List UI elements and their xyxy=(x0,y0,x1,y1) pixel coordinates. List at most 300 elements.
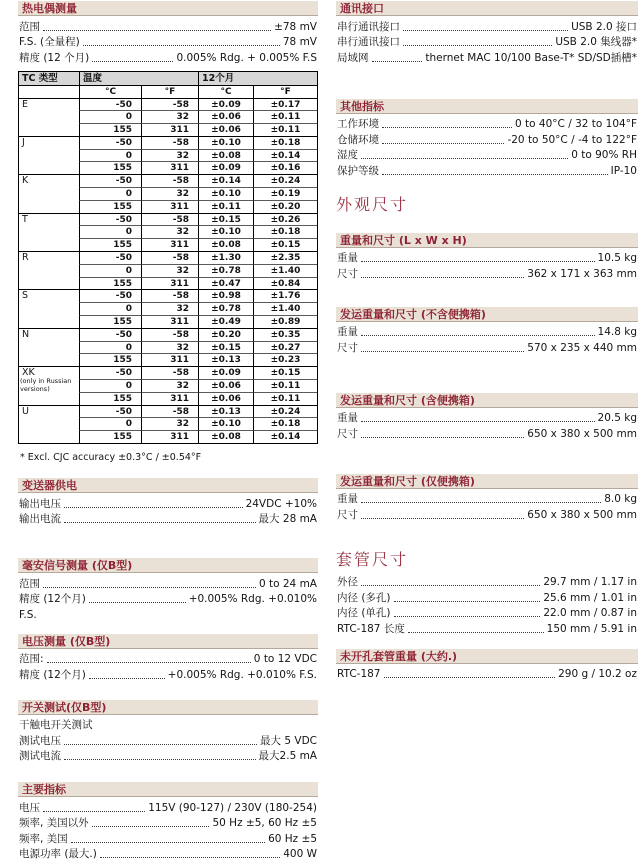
tc-type-cell xyxy=(19,238,79,252)
temp-c-cell: -50 xyxy=(79,136,141,150)
spec-line xyxy=(18,495,318,511)
accuracy-f-cell: ±0.19 xyxy=(253,187,317,201)
spec-label: 重量 xyxy=(337,412,358,424)
spec-label: 尺寸 xyxy=(337,427,358,440)
table-row xyxy=(19,341,317,354)
section-title-voltage: 电压测量 (仅B型) xyxy=(18,634,318,649)
dot-leader xyxy=(89,602,186,603)
temp-f-cell: -58 xyxy=(141,174,198,188)
accuracy-c-cell: ±0.10 xyxy=(198,417,253,431)
spec-label: 外径 xyxy=(337,576,358,588)
tc-type-cell xyxy=(19,161,79,175)
spec-label: 范围 xyxy=(19,20,40,33)
tc-type-cell xyxy=(19,110,79,124)
dot-leader xyxy=(361,261,595,262)
temp-c-cell: 0 xyxy=(79,187,141,201)
dot-leader xyxy=(89,678,165,679)
spec-label: 局域网 xyxy=(337,51,369,64)
header-acc-c: °C xyxy=(198,86,253,98)
section-weight-dims xyxy=(336,233,638,281)
dot-leader xyxy=(43,30,271,31)
dot-leader xyxy=(361,277,524,278)
spec-line xyxy=(18,49,318,65)
accuracy-f-cell: ±0.18 xyxy=(253,225,317,239)
tc-type-cell xyxy=(19,392,79,406)
accuracy-c-cell: ±0.15 xyxy=(198,213,253,227)
section-other-specs xyxy=(336,99,638,178)
spec-label: 精度 (12 个月) xyxy=(19,51,90,64)
spec-line xyxy=(18,34,318,50)
accuracy-c-cell: ±0.47 xyxy=(198,277,253,291)
section-title-ma: 毫安信号测量 (仅B型) xyxy=(18,558,318,573)
spec-lines xyxy=(18,493,318,526)
spec-value: 650 x 380 x 500 mm xyxy=(527,427,637,440)
spec-line xyxy=(336,506,638,522)
section-ship-case-only xyxy=(336,474,638,522)
tc-type-cell xyxy=(19,353,79,367)
temp-f-cell: 32 xyxy=(141,187,198,201)
table-row xyxy=(19,392,317,405)
temp-f-cell: -58 xyxy=(141,405,198,419)
spec-label: 电压 xyxy=(19,801,40,814)
temp-c-cell: -50 xyxy=(79,328,141,342)
spec-line xyxy=(336,491,638,507)
accuracy-c-cell: ±0.78 xyxy=(198,264,253,278)
spec-value: 29.7 mm / 1.17 in xyxy=(543,576,637,588)
tc-type-cell xyxy=(19,405,79,419)
temp-c-cell: 155 xyxy=(79,238,141,252)
accuracy-c-cell: ±0.13 xyxy=(198,405,253,419)
spec-line xyxy=(336,339,638,355)
accuracy-c-cell: ±0.78 xyxy=(198,302,253,316)
tc-type-label: T xyxy=(22,213,28,225)
spec-label: 串行通讯接口 xyxy=(337,20,400,33)
spec-value: +0.005% Rdg. +0.010% xyxy=(188,593,317,606)
table-row xyxy=(19,353,317,366)
spec-label: 尺寸 xyxy=(337,267,358,280)
temp-f-cell: -58 xyxy=(141,213,198,227)
spec-lines xyxy=(336,114,638,178)
spec-value: 115V (90-127) / 230V (180-254) xyxy=(148,801,317,814)
spec-line xyxy=(18,18,318,34)
table-header-row-1 xyxy=(19,72,317,85)
dot-leader xyxy=(361,518,524,519)
table-row xyxy=(19,98,317,111)
section-title-ship-no-case: 发运重量和尺寸 (不含便携箱) xyxy=(336,307,638,322)
spec-label: F.S. xyxy=(19,608,37,621)
temp-f-cell: 311 xyxy=(141,315,198,329)
section-title-ship-with-case: 发运重量和尺寸 (含便携箱) xyxy=(336,393,638,408)
accuracy-f-cell: ±0.23 xyxy=(253,353,317,367)
temp-f-cell: 311 xyxy=(141,123,198,137)
spec-line xyxy=(336,425,638,441)
spec-label: 仓储环境 xyxy=(337,133,379,146)
spec-line xyxy=(18,799,318,815)
tc-type-label: S xyxy=(22,290,29,302)
accuracy-f-cell: ±1.40 xyxy=(253,264,317,278)
section-voltage-measurement xyxy=(18,634,318,682)
header-acc-f: °F xyxy=(253,86,317,98)
temp-c-cell: -50 xyxy=(79,289,141,303)
accuracy-c-cell: ±0.13 xyxy=(198,353,253,367)
spec-line xyxy=(18,606,318,622)
spec-value: 最大 28 mA xyxy=(258,513,317,526)
tc-type-cell xyxy=(19,251,79,265)
dot-leader xyxy=(361,421,595,422)
spec-line xyxy=(336,162,638,178)
spec-lines xyxy=(336,248,638,281)
temp-f-cell: -58 xyxy=(141,136,198,150)
spec-line xyxy=(18,815,318,831)
dot-leader xyxy=(83,45,280,46)
spec-label: 重量 xyxy=(337,493,358,505)
temp-c-cell: -50 xyxy=(79,366,141,380)
temp-c-cell: 0 xyxy=(79,341,141,355)
table-row xyxy=(19,315,317,328)
spec-lines xyxy=(336,664,638,682)
spec-label: 精度 (12个月) xyxy=(19,593,86,606)
temp-c-cell: -50 xyxy=(79,405,141,419)
tc-type-cell xyxy=(19,341,79,355)
spec-line xyxy=(18,732,318,748)
accuracy-f-cell: ±0.89 xyxy=(253,315,317,329)
dot-leader xyxy=(64,759,256,760)
table-row xyxy=(19,264,317,277)
tc-type-label: N xyxy=(22,328,30,340)
accuracy-c-cell: ±0.49 xyxy=(198,315,253,329)
temp-c-cell: 0 xyxy=(79,149,141,163)
tc-type-cell xyxy=(19,225,79,239)
spec-label: 测试电流 xyxy=(19,750,61,763)
spec-lines xyxy=(18,573,318,622)
spec-label: 范围 xyxy=(19,577,40,590)
table-row xyxy=(19,289,317,302)
temp-c-cell: 155 xyxy=(79,123,141,137)
accuracy-c-cell: ±0.08 xyxy=(198,238,253,252)
spec-value: -20 to 50°C / -4 to 122°F xyxy=(507,133,637,146)
temp-c-cell: 155 xyxy=(79,277,141,291)
tc-type-label: R xyxy=(22,252,29,264)
tc-accuracy-table xyxy=(18,71,318,445)
accuracy-c-cell: ±0.15 xyxy=(198,341,253,355)
temp-f-cell: -58 xyxy=(141,98,198,112)
dot-leader xyxy=(372,61,423,62)
tc-type-label: K xyxy=(22,175,29,187)
tc-type-cell xyxy=(19,289,79,303)
temp-f-cell: -58 xyxy=(141,328,198,342)
spec-label: 输出电压 xyxy=(19,497,61,510)
dot-leader xyxy=(361,585,540,586)
spec-value: +0.005% Rdg. +0.010% F.S. xyxy=(167,668,317,681)
temp-f-cell: 32 xyxy=(141,225,198,239)
spec-line xyxy=(18,846,318,861)
section-title-transmitter: 变送器供电 xyxy=(18,478,318,493)
temp-c-cell: 0 xyxy=(79,417,141,431)
tc-type-cell xyxy=(19,213,79,227)
accuracy-f-cell: ±0.17 xyxy=(253,98,317,112)
spec-label: 重量 xyxy=(337,252,358,264)
accuracy-f-cell: ±0.24 xyxy=(253,174,317,188)
accuracy-f-cell: ±1.40 xyxy=(253,302,317,316)
dot-leader xyxy=(361,351,524,352)
spec-lines xyxy=(336,16,638,65)
spec-value: IP-10 xyxy=(610,164,637,177)
spec-value: 20.5 kg xyxy=(597,412,637,424)
table-row xyxy=(19,174,317,187)
right-column xyxy=(336,1,638,681)
tc-type-cell xyxy=(19,174,79,188)
table-row xyxy=(19,187,317,200)
accuracy-f-cell: ±0.11 xyxy=(253,110,317,124)
tc-type-cell xyxy=(19,187,79,201)
header-temp-f: °F xyxy=(141,86,198,98)
dot-leader xyxy=(394,616,541,617)
dot-leader xyxy=(403,30,568,31)
header-12-months: 12个月 xyxy=(198,72,317,85)
table-row xyxy=(19,405,317,418)
temp-c-cell: 155 xyxy=(79,353,141,367)
accuracy-c-cell: ±0.98 xyxy=(198,289,253,303)
accuracy-f-cell: ±0.18 xyxy=(253,417,317,431)
spec-line xyxy=(18,717,318,733)
temp-f-cell: 311 xyxy=(141,353,198,367)
tc-type-cell xyxy=(19,136,79,150)
table-row xyxy=(19,238,317,251)
table-row xyxy=(19,161,317,174)
accuracy-f-cell: ±0.15 xyxy=(253,238,317,252)
spec-line xyxy=(18,591,318,607)
dot-leader xyxy=(408,632,544,633)
table-body xyxy=(19,98,317,444)
accuracy-f-cell: ±0.24 xyxy=(253,405,317,419)
temp-f-cell: 32 xyxy=(141,341,198,355)
dot-leader xyxy=(403,45,552,46)
accuracy-c-cell: ±0.10 xyxy=(198,187,253,201)
spec-label: RTC-187 xyxy=(337,668,381,680)
spec-value: 0 to 12 VDC xyxy=(253,653,317,666)
temp-c-cell: 155 xyxy=(79,200,141,214)
spec-lines xyxy=(18,797,318,861)
spec-value: 0 to 90% RH xyxy=(571,149,637,161)
accuracy-f-cell: ±2.35 xyxy=(253,251,317,265)
section-title-switch-test: 开关测试(仅B型) xyxy=(18,700,318,715)
temp-f-cell: 32 xyxy=(141,302,198,316)
dot-leader xyxy=(361,437,524,438)
section-switch-test xyxy=(18,700,318,764)
spec-line xyxy=(336,324,638,340)
spec-label: F.S. (全量程) xyxy=(19,36,80,48)
spec-value: 22.0 mm / 0.87 in xyxy=(543,607,637,619)
section-title-thermocouple: 热电偶测量 xyxy=(18,1,318,16)
spec-line xyxy=(18,511,318,527)
section-thermocouple xyxy=(18,1,318,65)
temp-c-cell: 0 xyxy=(79,302,141,316)
section-comm-interface xyxy=(336,1,638,65)
temp-f-cell: 32 xyxy=(141,264,198,278)
tc-type-cell xyxy=(19,379,79,393)
spec-line xyxy=(336,49,638,65)
table-row xyxy=(19,328,317,341)
tc-type-cell xyxy=(19,277,79,291)
spec-value: thernet MAC 10/100 Base-T* SD/SD插槽* xyxy=(425,51,637,64)
tc-type-note: (only in Russian versions) xyxy=(20,377,72,393)
spec-label: 电源功率 (最大.) xyxy=(19,848,97,861)
dot-leader xyxy=(361,158,568,159)
table-row xyxy=(19,123,317,136)
spec-label: 保护等级 xyxy=(337,164,379,177)
tc-type-label: XK xyxy=(22,367,35,379)
spec-lines xyxy=(336,408,638,441)
spec-line xyxy=(18,830,318,846)
dot-leader xyxy=(92,61,173,62)
temp-c-cell: 155 xyxy=(79,430,141,444)
table-row xyxy=(19,302,317,315)
accuracy-c-cell: ±0.08 xyxy=(198,149,253,163)
dot-leader xyxy=(361,335,595,336)
dot-leader xyxy=(64,744,257,745)
header-temp-c: °C xyxy=(79,86,141,98)
dot-leader xyxy=(43,587,256,588)
accuracy-c-cell: ±0.09 xyxy=(198,161,253,175)
tc-type-cell xyxy=(19,417,79,431)
spec-value: 60 Hz ±5 xyxy=(268,832,317,845)
tc-type-cell xyxy=(19,98,79,112)
accuracy-c-cell: ±0.10 xyxy=(198,136,253,150)
section-sleeve-dims xyxy=(336,572,638,636)
spec-value: 最大2.5 mA xyxy=(258,750,317,763)
dot-leader xyxy=(382,143,504,144)
spec-label: 尺寸 xyxy=(337,508,358,521)
spec-line xyxy=(336,605,638,621)
spec-value: ±78 mV xyxy=(274,20,317,33)
spec-line xyxy=(336,265,638,281)
spec-value: 8.0 kg xyxy=(604,493,637,505)
table-row xyxy=(19,136,317,149)
accuracy-f-cell: ±0.16 xyxy=(253,161,317,175)
accuracy-f-cell: ±0.11 xyxy=(253,392,317,406)
spec-line xyxy=(336,116,638,132)
spec-value: 650 x 380 x 500 mm xyxy=(527,508,637,521)
accuracy-f-cell: ±0.11 xyxy=(253,379,317,393)
dot-leader xyxy=(100,857,280,858)
table-row xyxy=(19,430,317,443)
accuracy-f-cell: ±0.84 xyxy=(253,277,317,291)
table-row xyxy=(19,149,317,162)
spec-value: 400 W xyxy=(283,848,317,861)
spec-line xyxy=(336,620,638,636)
section-title-weight-dims: 重量和尺寸 (L x W x H) xyxy=(336,233,638,248)
header-empty-cell xyxy=(19,86,79,98)
spec-label: 内径 (单孔) xyxy=(337,607,391,619)
tc-type-cell xyxy=(19,328,79,342)
spec-line xyxy=(336,574,638,590)
table-row xyxy=(19,277,317,290)
section-title-undrilled: 未开孔套管重量 (大约.) xyxy=(336,649,638,664)
table-row xyxy=(19,379,317,392)
dot-leader xyxy=(361,502,601,503)
temp-f-cell: 311 xyxy=(141,161,198,175)
dot-leader xyxy=(92,826,210,827)
spec-value: 24VDC +10% xyxy=(245,497,317,510)
spec-line xyxy=(336,18,638,34)
dot-leader xyxy=(47,662,251,663)
spec-label: 工作环境 xyxy=(337,118,379,130)
temp-c-cell: 155 xyxy=(79,161,141,175)
spec-label: 输出电流 xyxy=(19,513,61,526)
accuracy-c-cell: ±0.06 xyxy=(198,123,253,137)
heading-outer-dimensions: 外观尺寸 xyxy=(336,194,409,214)
spec-lines xyxy=(336,572,638,636)
table-row xyxy=(19,110,317,123)
spec-label: 内径 (多孔) xyxy=(337,591,391,604)
section-title-other: 其他指标 xyxy=(336,99,638,114)
spec-line xyxy=(336,410,638,426)
accuracy-f-cell: ±0.35 xyxy=(253,328,317,342)
temp-f-cell: 32 xyxy=(141,110,198,124)
dot-leader xyxy=(43,811,145,812)
spec-value: 0.005% Rdg. + 0.005% F.S xyxy=(176,51,317,64)
tc-type-cell xyxy=(19,430,79,444)
temp-f-cell: -58 xyxy=(141,289,198,303)
spec-line xyxy=(336,131,638,147)
temp-f-cell: 311 xyxy=(141,238,198,252)
accuracy-f-cell: ±1.76 xyxy=(253,289,317,303)
tc-type-cell xyxy=(19,200,79,214)
spec-line xyxy=(336,147,638,163)
temp-c-cell: 155 xyxy=(79,315,141,329)
header-tc-type: TC 类型 xyxy=(22,72,58,84)
spec-value: USB 2.0 集线器* xyxy=(555,36,637,48)
table-header-row-2 xyxy=(19,85,317,98)
tc-type-label: J xyxy=(22,136,25,148)
spec-label: 频率, 美国以外 xyxy=(19,817,89,830)
temp-c-cell: 155 xyxy=(79,392,141,406)
spec-value: 0 to 24 mA xyxy=(258,577,317,590)
accuracy-f-cell: ±0.14 xyxy=(253,149,317,163)
temp-c-cell: -50 xyxy=(79,213,141,227)
section-title-main-specs: 主要指标 xyxy=(18,782,318,797)
spec-label: 重量 xyxy=(337,326,358,338)
section-ma-measurement xyxy=(18,558,318,622)
spec-label: 测试电压 xyxy=(19,734,61,747)
accuracy-f-cell: ±0.26 xyxy=(253,213,317,227)
spec-lines xyxy=(18,16,318,65)
tc-type-cell xyxy=(19,123,79,137)
accuracy-c-cell: ±0.20 xyxy=(198,328,253,342)
spec-value: 0 to 40°C / 32 to 104°F xyxy=(515,118,637,130)
accuracy-f-cell: ±0.15 xyxy=(253,366,317,380)
section-ship-with-case xyxy=(336,393,638,441)
tc-type-cell xyxy=(19,315,79,329)
spec-label: 湿度 xyxy=(337,149,358,161)
accuracy-c-cell: ±0.08 xyxy=(198,430,253,444)
spec-value: 362 x 171 x 363 mm xyxy=(527,267,637,280)
spec-line xyxy=(18,666,318,682)
spec-label: 精度 (12个月) xyxy=(19,668,86,681)
tc-type-label: U xyxy=(22,405,29,417)
temp-c-cell: 0 xyxy=(79,110,141,124)
spec-label: 范围: xyxy=(19,653,44,666)
temp-f-cell: 32 xyxy=(141,417,198,431)
temp-c-cell: -50 xyxy=(79,251,141,265)
left-column xyxy=(18,1,318,861)
spec-value: USB 2.0 接口 xyxy=(571,20,637,33)
temp-c-cell: -50 xyxy=(79,98,141,112)
spec-label: RTC-187 长度 xyxy=(337,622,405,635)
temp-f-cell: 311 xyxy=(141,277,198,291)
table-row xyxy=(19,251,317,264)
spec-line xyxy=(18,575,318,591)
